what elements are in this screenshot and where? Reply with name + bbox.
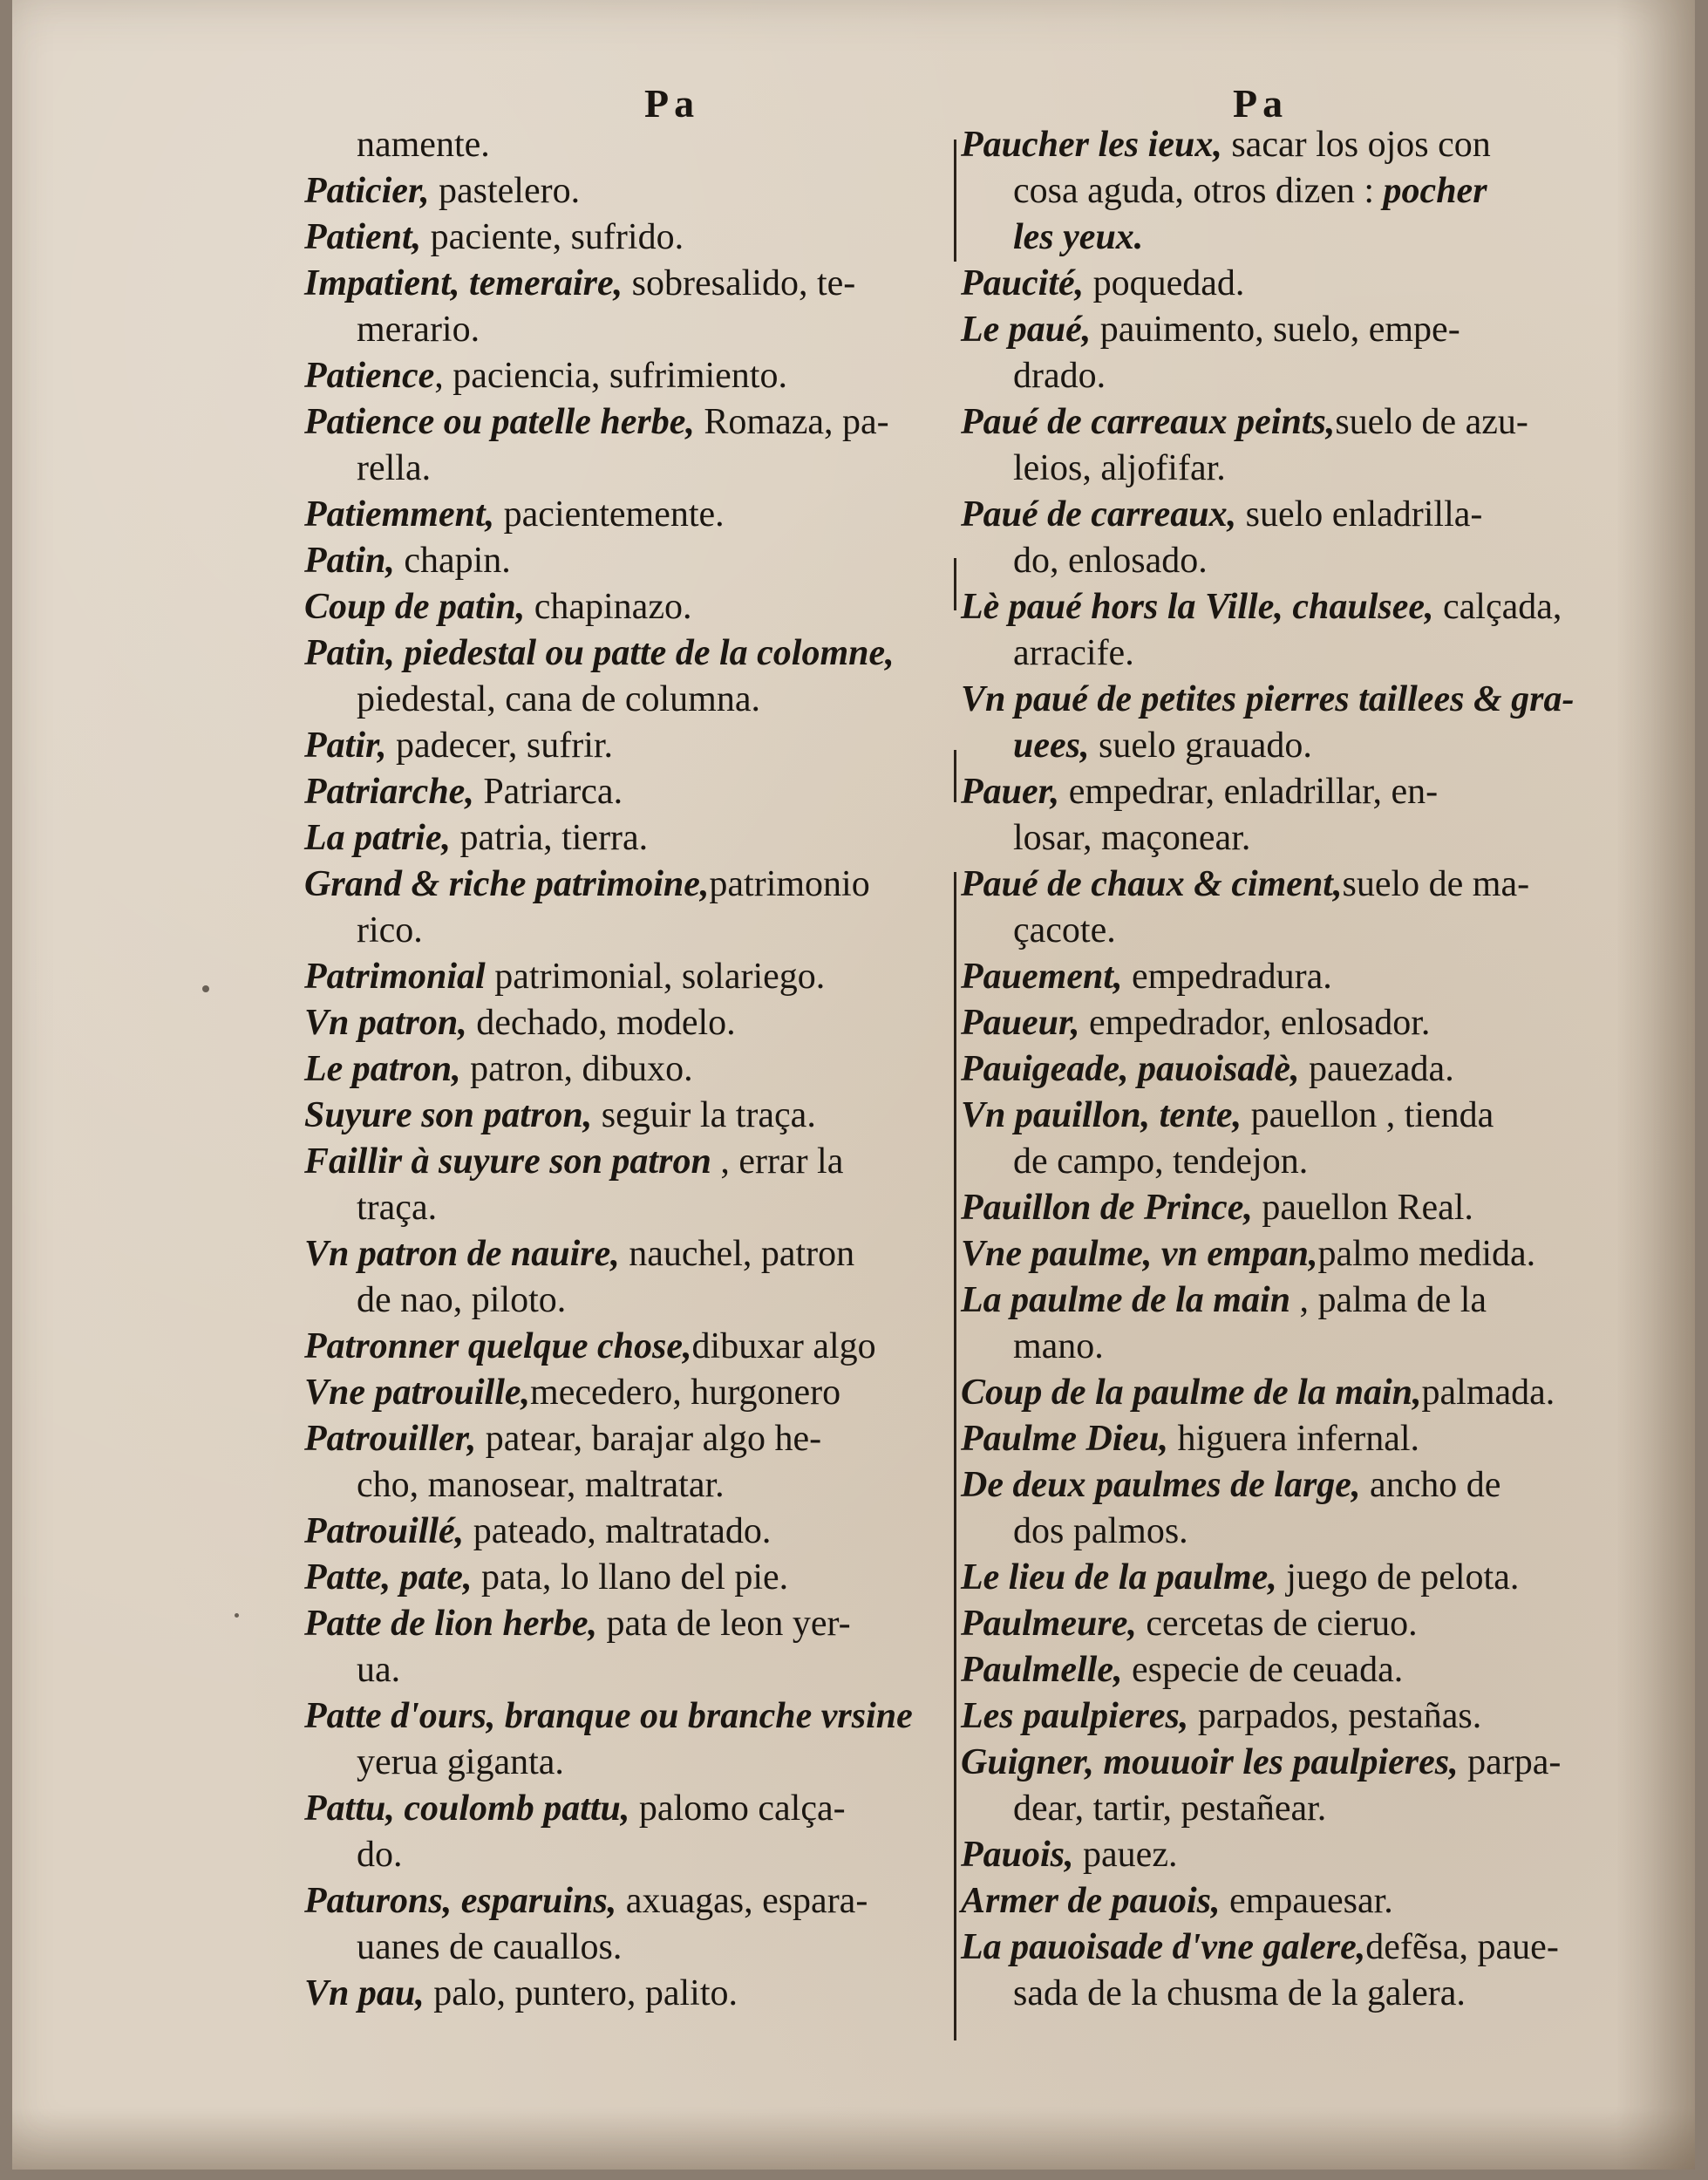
dictionary-line bbox=[961, 677, 1623, 723]
headword: Guigner, mouuoir les paulpieres, bbox=[961, 1742, 1459, 1782]
dictionary-line bbox=[304, 1370, 949, 1416]
column-rule bbox=[954, 558, 956, 610]
headword: Paué de chaux & ciment, bbox=[961, 864, 1343, 904]
headword: Patience bbox=[304, 356, 435, 396]
translation: suelo grauado. bbox=[1089, 726, 1312, 766]
translation: pauezada. bbox=[1299, 1049, 1454, 1089]
translation: palmo medida. bbox=[1317, 1234, 1536, 1274]
translation: defẽsa, paue- bbox=[1365, 1927, 1559, 1967]
dictionary-line bbox=[304, 1231, 949, 1277]
headword: Patir, bbox=[304, 726, 387, 766]
column-rule bbox=[954, 872, 956, 1482]
translation: parpa- bbox=[1458, 1742, 1562, 1782]
translation: especie de ceuada. bbox=[1122, 1650, 1404, 1690]
translation: traça. bbox=[357, 1188, 438, 1228]
translation: empauesar. bbox=[1220, 1881, 1393, 1921]
translation: palomo calça- bbox=[629, 1788, 846, 1829]
dictionary-line bbox=[961, 538, 1623, 584]
dictionary-line bbox=[304, 954, 949, 1000]
translation: namente. bbox=[357, 125, 490, 165]
dictionary-line bbox=[304, 630, 949, 677]
headword: Paucher les ieux, bbox=[961, 125, 1222, 165]
headword: Vn pau, bbox=[304, 1973, 425, 2013]
dictionary-line bbox=[961, 954, 1623, 1000]
headword: Patrimonial bbox=[304, 957, 486, 997]
headword: Patience ou patelle herbe, bbox=[304, 402, 695, 442]
dictionary-line bbox=[304, 1786, 949, 1832]
dictionary-line bbox=[304, 1000, 949, 1046]
dictionary-line bbox=[304, 677, 949, 723]
dictionary-line bbox=[304, 399, 949, 446]
headword: Grand & riche patrimoine, bbox=[304, 864, 710, 904]
dictionary-line bbox=[304, 492, 949, 538]
left-column bbox=[304, 122, 949, 2017]
headword: Pauois, bbox=[961, 1835, 1074, 1875]
headword: Vn patron, bbox=[304, 1003, 467, 1043]
dictionary-line bbox=[304, 215, 949, 261]
translation: cercetas de cieruo. bbox=[1136, 1604, 1418, 1644]
translation: nauchel, patron bbox=[619, 1234, 855, 1274]
dictionary-line bbox=[961, 307, 1623, 353]
dictionary-line bbox=[304, 307, 949, 353]
dictionary-line bbox=[304, 1925, 949, 1971]
translation: , errar la bbox=[711, 1141, 844, 1182]
headword: Lè paué hors la Ville, chaulsee, bbox=[961, 587, 1434, 627]
column-rule bbox=[954, 750, 956, 802]
dictionary-line bbox=[304, 1277, 949, 1324]
translation: sacar los ojos con bbox=[1221, 125, 1491, 165]
headword: Pauer, bbox=[961, 772, 1060, 812]
dictionary-line bbox=[304, 122, 949, 168]
page-edge-shadow bbox=[1616, 0, 1695, 2170]
dictionary-line bbox=[961, 1509, 1623, 1555]
headword: Pattu, coulomb pattu, bbox=[304, 1788, 630, 1829]
translation: piedestal, cana de columna. bbox=[357, 679, 760, 719]
translation: patria, tierra. bbox=[450, 818, 649, 858]
translation: empedrar, enladrillar, en- bbox=[1059, 772, 1439, 812]
headword: Patte de lion herbe, bbox=[304, 1604, 597, 1644]
translation: uanes de cauallos. bbox=[357, 1927, 623, 1967]
headword: Le lieu de la paulme, bbox=[961, 1557, 1277, 1598]
dictionary-line bbox=[304, 446, 949, 492]
dictionary-line bbox=[304, 1046, 949, 1093]
translation: merario. bbox=[357, 310, 480, 350]
translation: pastelero. bbox=[429, 171, 581, 211]
translation: patron, dibuxo. bbox=[460, 1049, 693, 1089]
translation: pata, lo llano del pie. bbox=[472, 1557, 789, 1598]
dictionary-line bbox=[961, 723, 1623, 769]
translation: do, enlosado. bbox=[1013, 541, 1208, 581]
dictionary-line bbox=[961, 1093, 1623, 1139]
translation: palmada. bbox=[1421, 1373, 1555, 1413]
translation: dibuxar algo bbox=[691, 1326, 876, 1366]
dictionary-line bbox=[961, 1185, 1623, 1231]
translation: drado. bbox=[1013, 356, 1106, 396]
dictionary-line bbox=[304, 1601, 949, 1647]
headword: Coup de patin, bbox=[304, 587, 526, 627]
dictionary-line bbox=[961, 815, 1623, 862]
dictionary-line bbox=[304, 769, 949, 815]
ink-speck bbox=[235, 1613, 239, 1618]
headword: Patiemment, bbox=[304, 494, 495, 535]
dictionary-line bbox=[961, 1462, 1623, 1509]
translation: rico. bbox=[357, 910, 423, 950]
headword: La paulme de la main bbox=[961, 1280, 1290, 1320]
translation: de campo, tendejon. bbox=[1013, 1141, 1309, 1182]
headword: Les paulpieres, bbox=[961, 1696, 1189, 1736]
ink-speck bbox=[202, 985, 209, 992]
headword: Armer de pauois, bbox=[961, 1881, 1221, 1921]
dictionary-line bbox=[961, 492, 1623, 538]
translation: yerua giganta. bbox=[357, 1742, 564, 1782]
headword: Pauigeade, pauoisadè, bbox=[961, 1049, 1300, 1089]
dictionary-line bbox=[961, 399, 1623, 446]
dictionary-line bbox=[304, 1555, 949, 1601]
dictionary-line bbox=[961, 1971, 1623, 2017]
dictionary-line bbox=[961, 215, 1623, 261]
translation: empedradura. bbox=[1122, 957, 1332, 997]
dictionary-line bbox=[304, 815, 949, 862]
dictionary-line bbox=[961, 1277, 1623, 1324]
headword: Pauement, bbox=[961, 957, 1123, 997]
dictionary-line bbox=[961, 261, 1623, 307]
dictionary-line bbox=[304, 908, 949, 954]
headword: Vn pauillon, tente, bbox=[961, 1095, 1242, 1135]
headword: Suyure son patron, bbox=[304, 1095, 593, 1135]
translation: dear, tartir, pestañear. bbox=[1013, 1788, 1327, 1829]
column-rule bbox=[954, 1482, 956, 2040]
page-bottom-shadow bbox=[12, 2108, 1695, 2170]
dictionary-line bbox=[304, 168, 949, 215]
headword: Paué de carreaux peints, bbox=[961, 402, 1336, 442]
dictionary-line bbox=[961, 1416, 1623, 1462]
translation: juego de pelota. bbox=[1276, 1557, 1520, 1598]
headword: Paucité, bbox=[961, 263, 1085, 303]
dictionary-line bbox=[961, 1601, 1623, 1647]
headword: Le patron, bbox=[304, 1049, 461, 1089]
dictionary-line bbox=[304, 1509, 949, 1555]
dictionary-line bbox=[961, 584, 1623, 630]
dictionary-line bbox=[304, 1878, 949, 1925]
headword: Patte, pate, bbox=[304, 1557, 473, 1598]
translation: pata de leon yer- bbox=[596, 1604, 851, 1644]
dictionary-line bbox=[961, 168, 1623, 215]
translation: padecer, sufrir. bbox=[386, 726, 614, 766]
translation: dos palmos. bbox=[1013, 1511, 1188, 1551]
translation: axuagas, esparа- bbox=[616, 1881, 868, 1921]
translation: palo, puntero, palito. bbox=[424, 1973, 738, 2013]
translation: çacote. bbox=[1013, 910, 1116, 950]
column-rule bbox=[954, 140, 956, 262]
headword-continuation: les yeux. bbox=[1013, 217, 1144, 257]
translation: arracife. bbox=[1013, 633, 1134, 673]
dictionary-line bbox=[961, 1000, 1623, 1046]
translation: pacientemente. bbox=[494, 494, 725, 535]
dictionary-line bbox=[961, 908, 1623, 954]
translation: paciente, sufrido. bbox=[421, 217, 684, 257]
dictionary-line bbox=[961, 353, 1623, 399]
headword: Patrouiller, bbox=[304, 1419, 477, 1459]
dictionary-line bbox=[304, 723, 949, 769]
translation: losar, maçonear. bbox=[1013, 818, 1251, 858]
dictionary-line bbox=[961, 1555, 1623, 1601]
translation: patrimonio bbox=[709, 864, 870, 904]
dictionary-line bbox=[304, 1324, 949, 1370]
dictionary-line bbox=[304, 1693, 949, 1740]
translation: suelo de azu- bbox=[1335, 402, 1528, 442]
translation: sada de la chusma de la galera. bbox=[1013, 1973, 1466, 2013]
dictionary-line bbox=[961, 1046, 1623, 1093]
dictionary-line bbox=[961, 1693, 1623, 1740]
headword: Faillir à suyure son patron bbox=[304, 1141, 711, 1182]
headword: Paué de carreaux, bbox=[961, 494, 1237, 535]
headword: Coup de la paulme de la main, bbox=[961, 1373, 1422, 1413]
dictionary-line bbox=[961, 769, 1623, 815]
translation: sobresalido, te- bbox=[623, 263, 856, 303]
running-head-left: Pa bbox=[644, 81, 700, 126]
translation: poquedad. bbox=[1084, 263, 1245, 303]
translation: do. bbox=[357, 1835, 403, 1875]
dictionary-line bbox=[961, 446, 1623, 492]
translation: cho, manosear, maltratar. bbox=[357, 1465, 725, 1505]
translation: seguir la traça. bbox=[592, 1095, 816, 1135]
translation: pateado, maltratado. bbox=[464, 1511, 772, 1551]
headword: Paticier, bbox=[304, 171, 430, 211]
dictionary-line bbox=[304, 1832, 949, 1878]
dictionary-line bbox=[304, 1740, 949, 1786]
dictionary-line bbox=[304, 1139, 949, 1185]
headword: La pauoisade d'vne galere, bbox=[961, 1927, 1366, 1967]
dictionary-line bbox=[961, 1878, 1623, 1925]
translation: higuera infernal. bbox=[1168, 1419, 1420, 1459]
translation: , paciencia, sufrimiento. bbox=[434, 356, 787, 396]
headword: Vn patron de nauire, bbox=[304, 1234, 620, 1274]
dictionary-line bbox=[961, 1740, 1623, 1786]
dictionary-line bbox=[304, 1416, 949, 1462]
headword: Patriarche, bbox=[304, 772, 474, 812]
translation: mano. bbox=[1013, 1326, 1104, 1366]
dictionary-line bbox=[304, 538, 949, 584]
dictionary-line bbox=[961, 862, 1623, 908]
headword: Paturons, esparuins, bbox=[304, 1881, 617, 1921]
dictionary-line bbox=[304, 261, 949, 307]
dictionary-line bbox=[304, 1185, 949, 1231]
headword: Impatient, temeraire, bbox=[304, 263, 623, 303]
translation: Romaza, pa- bbox=[694, 402, 889, 442]
translation: dechado, modelo. bbox=[466, 1003, 736, 1043]
dictionary-line bbox=[961, 630, 1623, 677]
translation: rella. bbox=[357, 448, 432, 488]
headword: Vne patrouille, bbox=[304, 1373, 531, 1413]
translation: empedrador, enlosador. bbox=[1079, 1003, 1431, 1043]
dictionary-line bbox=[961, 1786, 1623, 1832]
translation: patrimonial, solariego. bbox=[485, 957, 826, 997]
headword: Patin, bbox=[304, 541, 395, 581]
headword: Paulmeure, bbox=[961, 1604, 1137, 1644]
headword-continuation: uees, bbox=[1013, 726, 1090, 766]
dictionary-line bbox=[304, 1462, 949, 1509]
dictionary-line bbox=[961, 1832, 1623, 1878]
translation: pauez. bbox=[1073, 1835, 1178, 1875]
dictionary-line bbox=[304, 584, 949, 630]
headword: Patronner quelque chose, bbox=[304, 1326, 692, 1366]
running-head-right: Pa bbox=[1233, 81, 1289, 126]
dictionary-line bbox=[961, 1324, 1623, 1370]
translation: , palma de la bbox=[1290, 1280, 1487, 1320]
translation: calçada, bbox=[1433, 587, 1562, 627]
translation: suelo de ma- bbox=[1342, 864, 1530, 904]
headword: Vn paué de petites pierres taillees & gra- bbox=[961, 679, 1575, 719]
dictionary-line bbox=[304, 862, 949, 908]
headword: La patrie, bbox=[304, 818, 451, 858]
translation: mecedero, hurgonero bbox=[530, 1373, 841, 1413]
headword: Paueur, bbox=[961, 1003, 1080, 1043]
book-page bbox=[12, 0, 1695, 2170]
translation: patear, barajar algo he- bbox=[476, 1419, 822, 1459]
translation: pauellon Real. bbox=[1252, 1188, 1473, 1228]
translation: chapin. bbox=[394, 541, 511, 581]
headword: Paulme Dieu, bbox=[961, 1419, 1168, 1459]
headword: Vne paulme, vn empan, bbox=[961, 1234, 1318, 1274]
translation: ua. bbox=[357, 1650, 401, 1690]
translation: ancho de bbox=[1360, 1465, 1501, 1505]
dictionary-line bbox=[961, 1139, 1623, 1185]
translation: suelo enladrilla- bbox=[1236, 494, 1483, 535]
translation: chapinazo. bbox=[525, 587, 692, 627]
dictionary-line bbox=[961, 1647, 1623, 1693]
headword-continuation: pocher bbox=[1383, 171, 1487, 211]
dictionary-line bbox=[961, 1925, 1623, 1971]
headword: Le paué, bbox=[961, 310, 1092, 350]
headword: Patin, piedestal ou patte de la colomne, bbox=[304, 633, 895, 673]
right-column bbox=[961, 122, 1623, 2017]
headword: Patient, bbox=[304, 217, 422, 257]
dictionary-line bbox=[961, 1231, 1623, 1277]
headword: Pauillon de Prince, bbox=[961, 1188, 1253, 1228]
headword: De deux paulmes de large, bbox=[961, 1465, 1361, 1505]
headword: Paulmelle, bbox=[961, 1650, 1123, 1690]
translation: pauellon , tienda bbox=[1242, 1095, 1494, 1135]
dictionary-line bbox=[304, 1971, 949, 2017]
translation: parpados, pestañas. bbox=[1188, 1696, 1482, 1736]
dictionary-line bbox=[961, 1370, 1623, 1416]
translation: Patriarca. bbox=[473, 772, 623, 812]
translation: pauimento, suelo, empe- bbox=[1091, 310, 1460, 350]
dictionary-line bbox=[961, 122, 1623, 168]
dictionary-line bbox=[304, 353, 949, 399]
headword: Patrouillé, bbox=[304, 1511, 465, 1551]
headword: Patte d'ours, branque ou branche vrsine bbox=[304, 1696, 913, 1736]
translation: cosa aguda, otros dizen : bbox=[1013, 171, 1384, 211]
translation: de nao, piloto. bbox=[357, 1280, 567, 1320]
dictionary-line bbox=[304, 1093, 949, 1139]
translation: leios, aljofifar. bbox=[1013, 448, 1226, 488]
dictionary-line bbox=[304, 1647, 949, 1693]
